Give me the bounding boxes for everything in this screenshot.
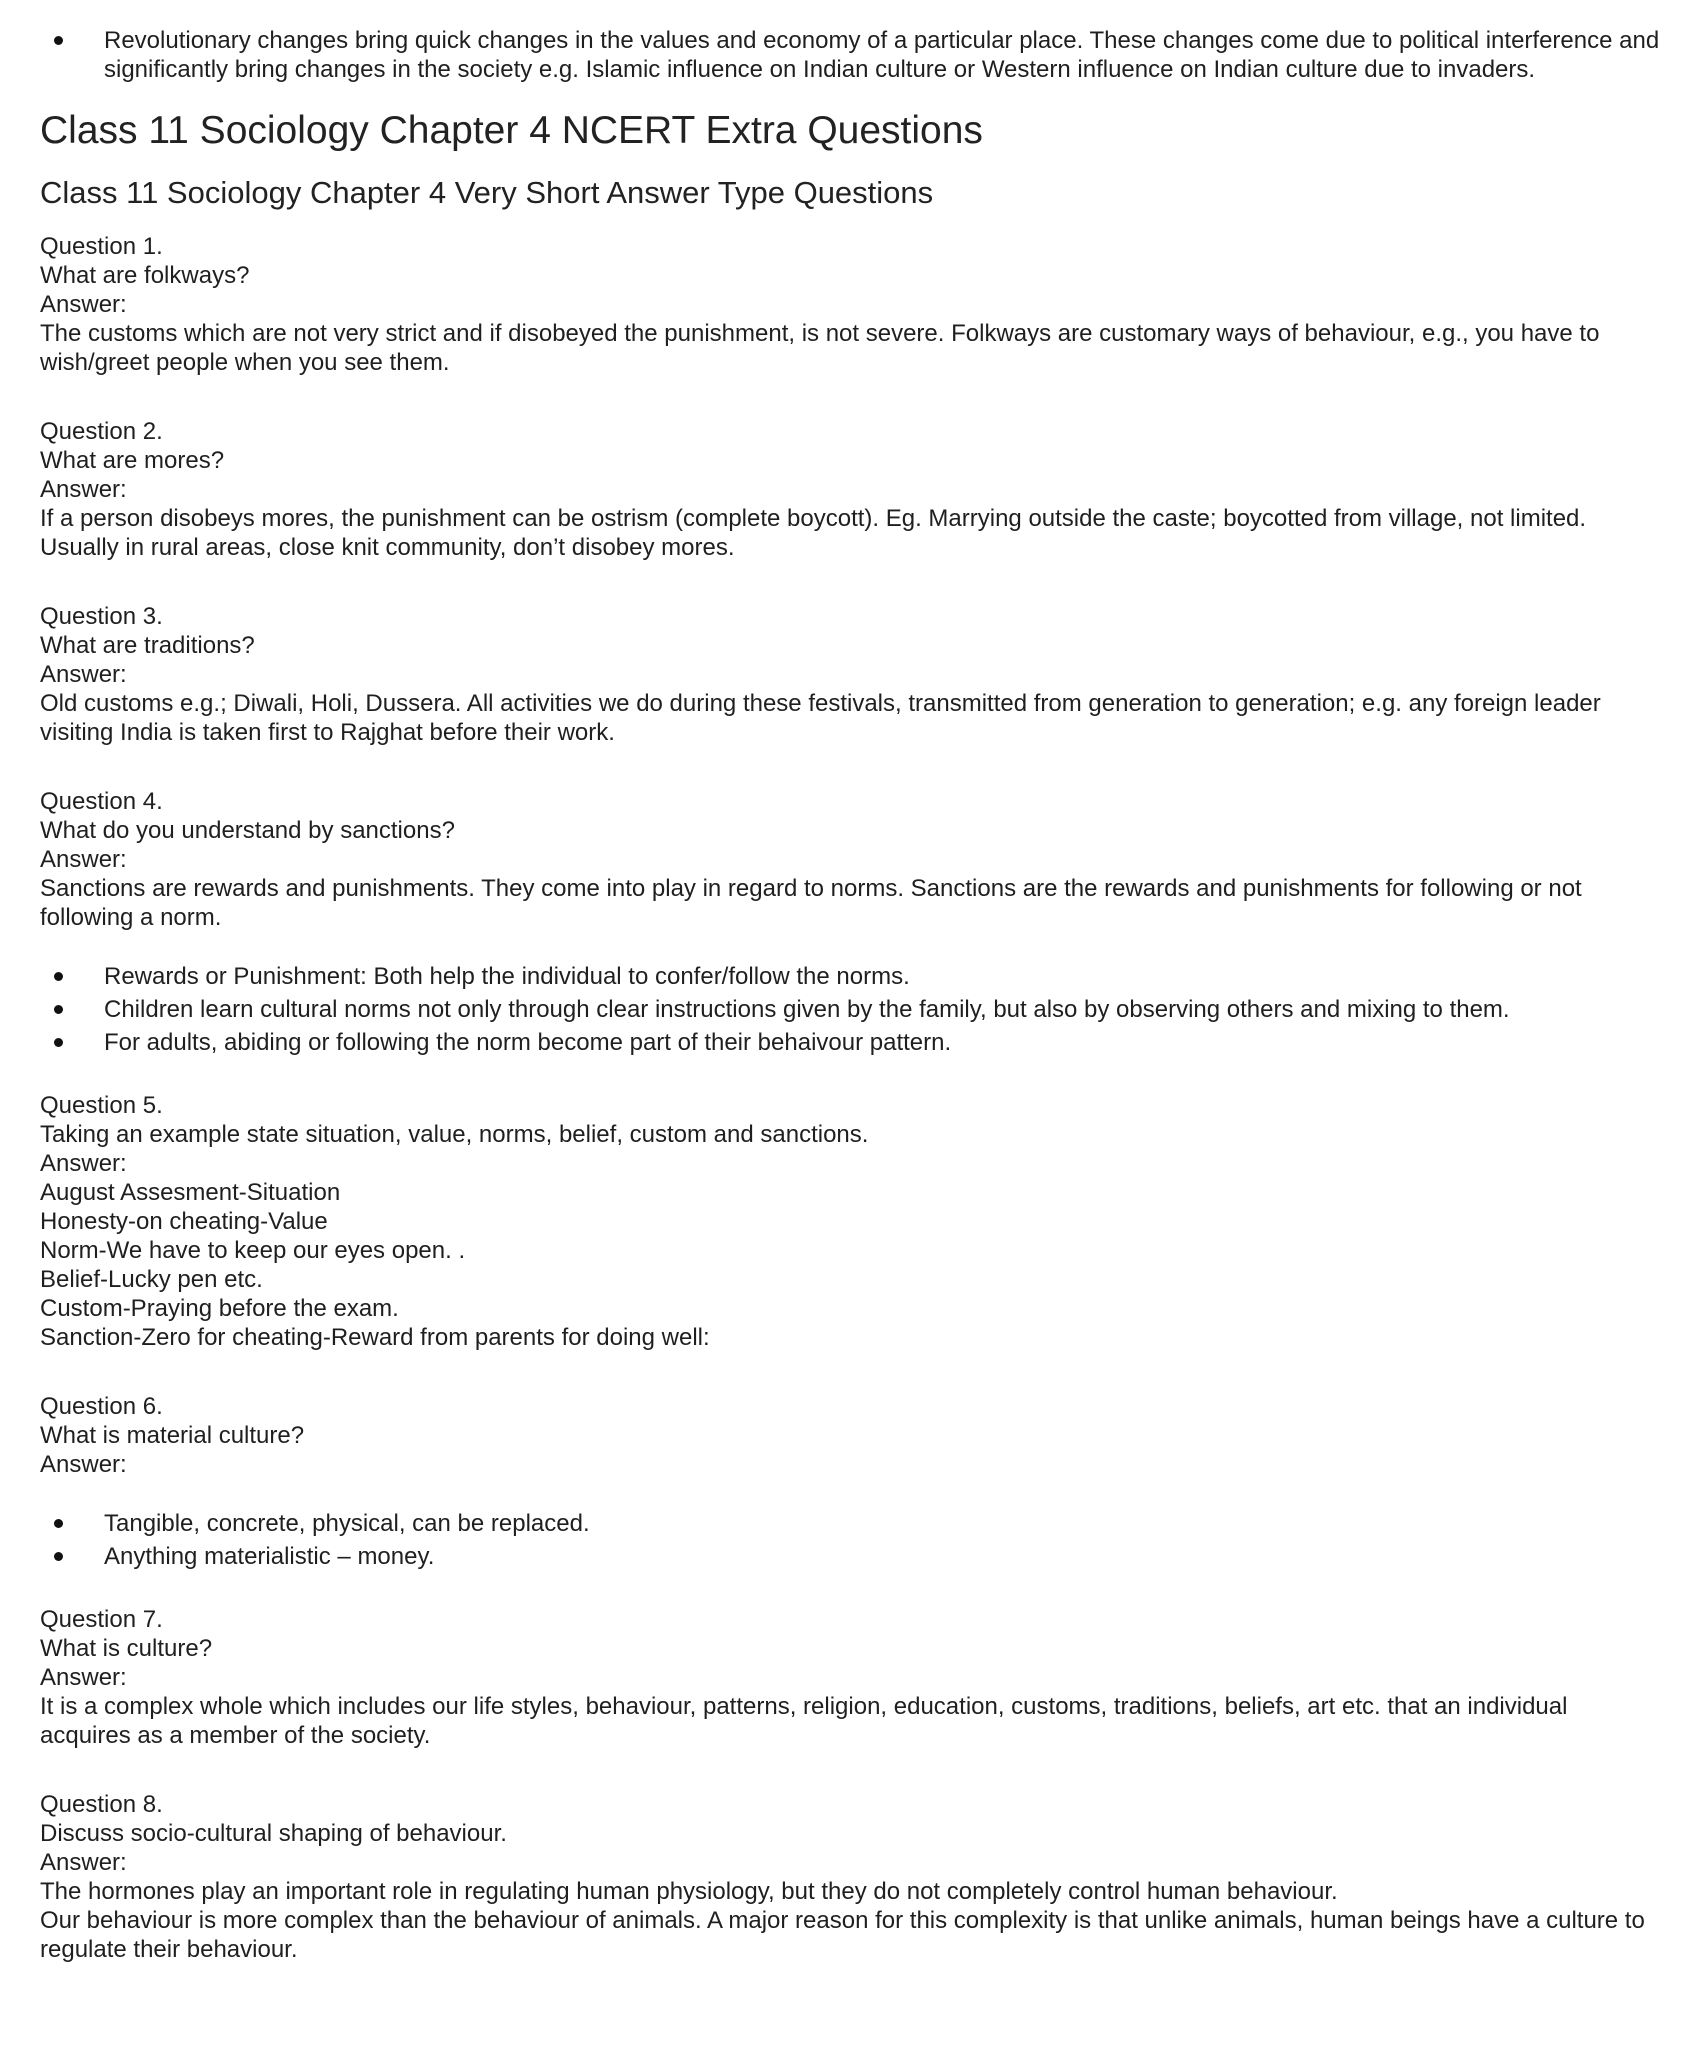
question-label: Question 6. (40, 1393, 163, 1420)
answer-text: It is a complex whole which includes our life styles, behaviour, patterns, religion, education, customs, traditions, beliefs, art etc. that an individual acquires as a member of the society. (40, 1693, 1568, 1749)
intro-bullet-list (40, 26, 1660, 84)
bullet-dot (54, 36, 63, 45)
answer-line: Norm-We have to keep our eyes open. . (40, 1237, 466, 1264)
answer-line: Honesty-on cheating-Value (40, 1208, 328, 1235)
list-item (40, 1509, 1660, 1538)
question-text: Taking an example state situation, value, norms, belief, custom and sanctions. (40, 1121, 869, 1148)
answer-text: The customs which are not very strict and if disobeyed the punishment, is not severe. Folkways are customary ways of behaviour, e.g., you have to wish/greet people when you see them. (40, 320, 1600, 376)
question-block-6 (40, 1392, 1660, 1479)
bullet-dot (54, 1038, 63, 1047)
answer-text: Old customs e.g.; Diwali, Holi, Dussera. All activities we do during these festivals, transmitted from generation to generation; e.g. any foreign leader visiting India is taken first to Rajghat before their work. (40, 690, 1601, 746)
question-block-8 (40, 1790, 1660, 1964)
question-text: What are mores? (40, 447, 225, 474)
answer-text: Sanctions are rewards and punishments. They come into play in regard to norms. Sanctions are the rewards and punishments for following or not following a norm. (40, 875, 1582, 931)
answer-line: August Assesment-Situation (40, 1179, 341, 1206)
question-text: What do you understand by sanctions? (40, 817, 455, 844)
list-item-text: Anything materialistic – money. (104, 1543, 435, 1570)
list-item-text: For adults, abiding or following the norm become part of their behaivour pattern. (104, 1029, 952, 1056)
question-label: Question 4. (40, 788, 163, 815)
answer-label: Answer: (40, 291, 127, 318)
answer-line: Belief-Lucky pen etc. (40, 1266, 263, 1293)
question-block-1 (40, 232, 1660, 377)
bullet-dot (54, 1552, 63, 1561)
question-label: Question 1. (40, 233, 163, 260)
answer-line: The hormones play an important role in regulating human physiology, but they do not completely control human behaviour. (40, 1878, 1338, 1905)
page-heading: Class 11 Sociology Chapter 4 NCERT Extra Questions (40, 109, 983, 152)
answer-label: Answer: (40, 661, 127, 688)
intro-bullet (40, 26, 1660, 84)
intro-bullet-text: Revolutionary changes bring quick changes in the values and economy of a particular place. These changes come due to political interference and significantly bring changes in the society e.g. Islamic influence on Indian culture or Western influence on Indian culture due to invaders. (104, 27, 1660, 83)
list-item (40, 995, 1660, 1024)
question-block-5 (40, 1091, 1660, 1352)
answer-line: Our behaviour is more complex than the behaviour of animals. A major reason for this complexity is that unlike animals, human beings have a culture to regulate their behaviour. (40, 1907, 1645, 1963)
question-text: What is material culture? (40, 1422, 305, 1449)
section-heading: Class 11 Sociology Chapter 4 Very Short Answer Type Questions (40, 175, 934, 210)
question-text: What is culture? (40, 1635, 213, 1662)
question-block-4 (40, 787, 1660, 932)
question-block-2 (40, 417, 1660, 562)
question-label: Question 7. (40, 1606, 163, 1633)
question-block-3 (40, 602, 1660, 747)
answer-line: Custom-Praying before the exam. (40, 1295, 399, 1322)
list-item-text: Tangible, concrete, physical, can be replaced. (104, 1510, 590, 1537)
answer-label: Answer: (40, 476, 127, 503)
answer-label: Answer: (40, 1451, 127, 1478)
material-culture-bullet-list (40, 1509, 1660, 1571)
question-text: Discuss socio-cultural shaping of behaviour. (40, 1820, 507, 1847)
answer-line: Sanction-Zero for cheating-Reward from parents for doing well: (40, 1324, 710, 1351)
answer-label: Answer: (40, 1849, 127, 1876)
question-label: Question 8. (40, 1791, 163, 1818)
answer-text: If a person disobeys mores, the punishment can be ostrism (complete boycott). Eg. Marrying outside the caste; boycotted from village, not limited. Usually in rural areas, close knit community, don’t disobey mores. (40, 505, 1587, 561)
answer-label: Answer: (40, 1664, 127, 1691)
question-label: Question 5. (40, 1092, 163, 1119)
list-item (40, 1028, 1660, 1057)
question-label: Question 3. (40, 603, 163, 630)
bullet-dot (54, 1005, 63, 1014)
answer-label: Answer: (40, 846, 127, 873)
bullet-dot (54, 1519, 63, 1528)
list-item-text: Children learn cultural norms not only through clear instructions given by the family, but also by observing others and mixing to them. (104, 996, 1510, 1023)
question-text: What are traditions? (40, 632, 255, 659)
sanctions-bullet-list (40, 962, 1660, 1057)
question-text: What are folkways? (40, 262, 250, 289)
question-label: Question 2. (40, 418, 163, 445)
list-item (40, 1542, 1660, 1571)
question-block-7 (40, 1605, 1660, 1750)
bullet-dot (54, 972, 63, 981)
answer-label: Answer: (40, 1150, 127, 1177)
list-item-text: Rewards or Punishment: Both help the individual to confer/follow the norms. (104, 963, 910, 990)
list-item (40, 962, 1660, 991)
